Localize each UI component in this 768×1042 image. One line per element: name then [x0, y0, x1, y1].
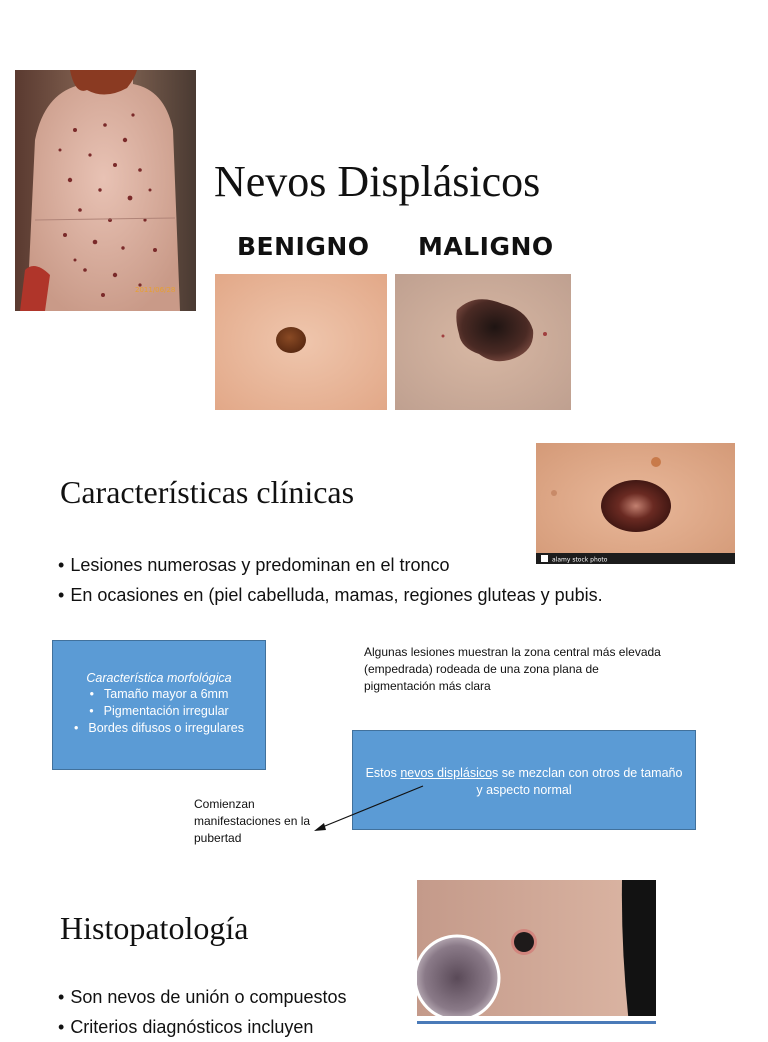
central-zone-note: Algunas lesiones muestran la zona central más elevada (empedrada) rodeada de una zona plana de pigmentación más clara [364, 645, 661, 693]
photo-watermark: alamy stock photo [552, 556, 608, 564]
bullet-item: • Son nevos de unión o compuestos [58, 982, 347, 1012]
bullet-item: • Lesiones numerosas y predominan en el tronco [58, 550, 603, 580]
histo-photo [417, 880, 656, 1024]
morphology-item: • Bordes difusos o irregulares [53, 720, 265, 737]
benign-mole-photo [215, 274, 387, 410]
arrow-connector [300, 780, 430, 840]
mix-suffix: s se mezclan con otros de tamaño y aspecto normal [476, 766, 683, 797]
histo-bullets [58, 982, 347, 1042]
morphology-heading: Característica morfológica [86, 671, 232, 685]
slide1-title: Nevos Displásicos [214, 157, 541, 206]
malignant-mole-photo [395, 274, 571, 410]
back-photo-date: 2011/06/28 [135, 286, 176, 294]
bullet-item: • Criterios diagnósticos incluyen [58, 1012, 347, 1042]
morphology-item: • Tamaño mayor a 6mm [53, 686, 265, 703]
morphology-box [52, 640, 266, 770]
back-moles-photo [15, 70, 196, 311]
puberty-note: Comienzan manifestaciones en la pubertad [194, 797, 311, 845]
clinical-bullets [58, 550, 603, 610]
bullet-item: • En ocasiones en (piel cabelluda, mamas, regiones gluteas y pubis. [58, 580, 603, 610]
mix-prefix: Estos [365, 766, 401, 780]
mix-underlined: nevos displásico [400, 766, 493, 780]
mole-closeup-photo [536, 443, 735, 564]
malign-label: MALIGNO [418, 232, 554, 261]
slide3-title: Histopatología [60, 910, 249, 946]
slide2-title: Características clínicas [60, 474, 355, 510]
benign-label: BENIGNO [237, 232, 370, 261]
morphology-item: • Pigmentación irregular [53, 703, 265, 720]
